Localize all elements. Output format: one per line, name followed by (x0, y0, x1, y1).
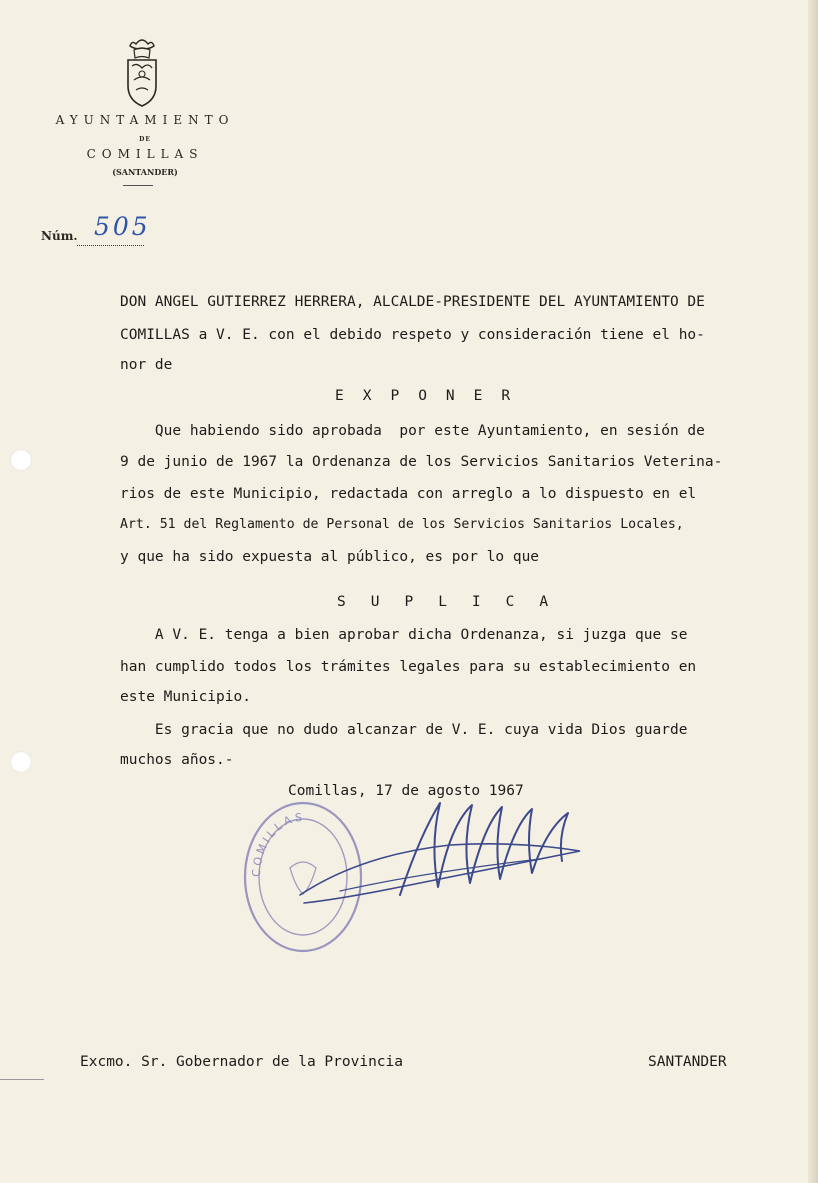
page-edge (808, 0, 818, 1183)
body-line: DON ANGEL GUTIERREZ HERRERA, ALCALDE-PRESIDENTE DEL AYUNTAMIENTO DE (120, 294, 705, 310)
heading-request: SUPLICA (337, 594, 574, 610)
body-line: COMILLAS a V. E. con el debido respeto y consideración tiene el ho- (120, 327, 705, 343)
punch-hole-bottom (10, 751, 32, 773)
body-line: Que habiendo sido aprobada por este Ayuntamiento, en sesión de (120, 423, 705, 439)
letterhead-connector: DE (139, 136, 151, 143)
place-date: Comillas, 17 de agosto 1967 (288, 783, 524, 799)
coat-of-arms-icon (122, 36, 162, 108)
stamp-text: COMILLAS (249, 810, 306, 878)
punch-hole-top (10, 449, 32, 471)
body-line: nor de (120, 357, 173, 373)
reference-underline (77, 245, 144, 246)
body-line: A V. E. tenga a bien aprobar dicha Ordenanza, si juzga que se (120, 627, 688, 643)
reference-label: Núm. (41, 229, 78, 243)
margin-tick (0, 1079, 44, 1080)
body-line: rios de este Municipio, redactada con arreglo a lo dispuesto en el (120, 486, 697, 502)
body-line: han cumplido todos los trámites legales para su establecimiento en (120, 659, 697, 675)
body-line: Art. 51 del Reglamento de Personal de los Servicios Sanitarios Locales, (120, 517, 684, 532)
heading-expose: EXPONER (335, 388, 530, 404)
addressee-name: Excmo. Sr. Gobernador de la Provincia (80, 1054, 404, 1070)
body-line: este Municipio. (120, 689, 251, 705)
letterhead-province: (SANTANDER) (112, 167, 178, 177)
letterhead-title: AYUNTAMIENTO (55, 113, 235, 127)
letterhead-town: COMILLAS (86, 147, 204, 161)
body-line: 9 de junio de 1967 la Ordenanza de los Servicios Sanitarios Veterina- (120, 454, 723, 470)
body-line: muchos años.- (120, 752, 234, 768)
letterhead-rule (123, 185, 153, 186)
addressee-city: SANTANDER (648, 1054, 727, 1070)
signature (280, 795, 590, 905)
reference-number: 505 (94, 212, 151, 241)
body-line: Es gracia que no dudo alcanzar de V. E. cuya vida Dios guarde (120, 722, 688, 738)
body-line: y que ha sido expuesta al público, es por lo que (120, 549, 540, 565)
